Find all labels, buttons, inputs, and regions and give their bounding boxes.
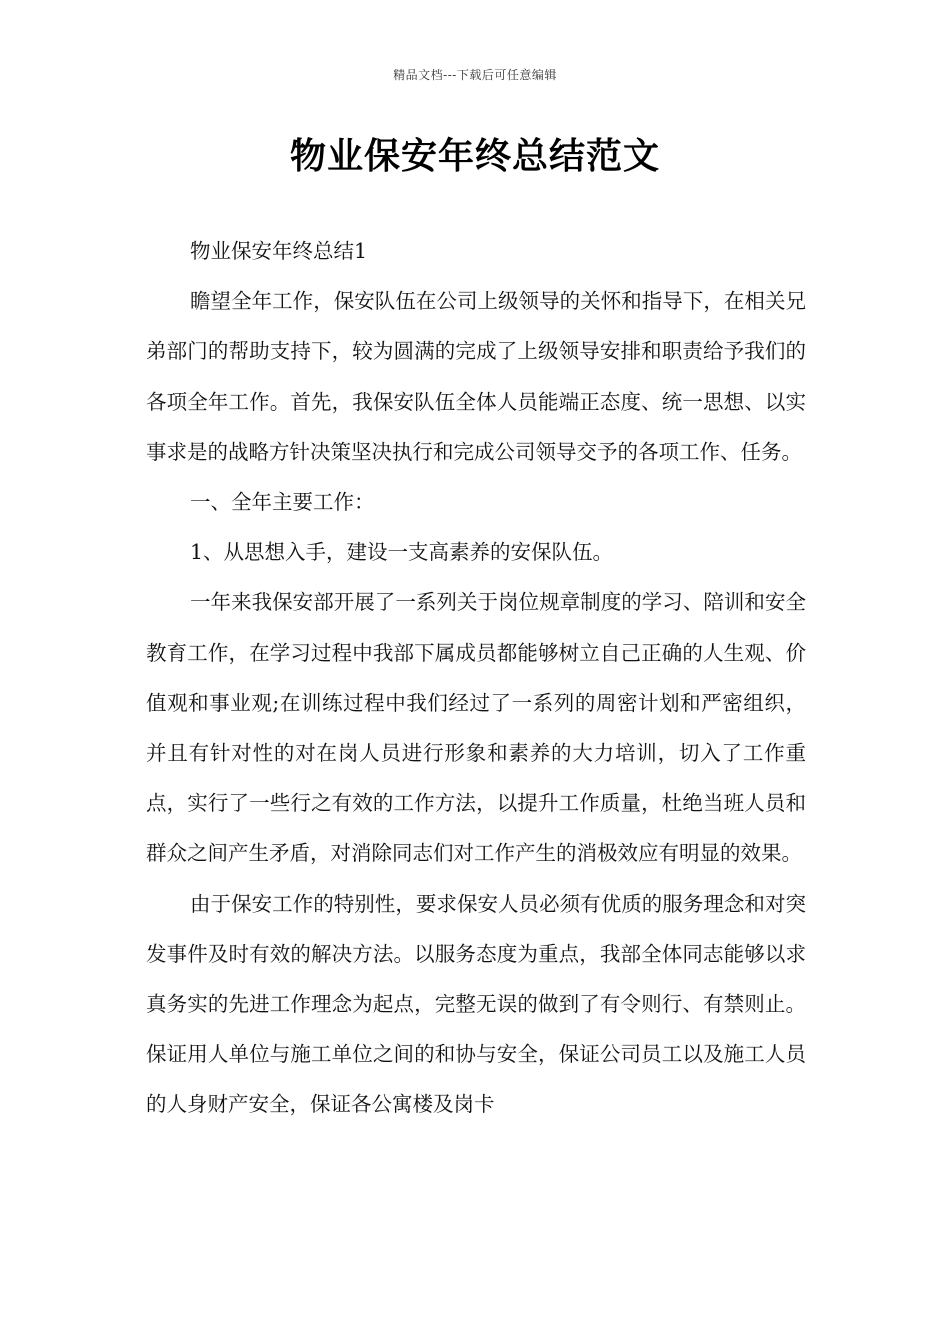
paragraph-service: 由于保安工作的特别性，要求保安人员必须有优质的服务理念和对突发事件及时有效的解决方法。以服务态度为重点，我部全体同志能够以求真务实的先进工作理念为起点，完整无误的做到了有令则行、有禁则止。保证用人单位与施工单位之间的和协与安全，保证公司员工以及施工人员的人身财产安全，保证各公寓楼及岗卡 xyxy=(146,891,806,1117)
paragraph-training: 一年来我保安部开展了一系列关于岗位规章制度的学习、陪训和安全教育工作，在学习过程中我部下属成员都能够树立自己正确的人生观、价值观和事业观;在训练过程中我们经过了一系列的周密计划和严密组织，并且有针对性的对在岗人员进行形象和素养的大力培训，切入了工作重点，实行了一些行之有效的工作方法，以提升工作质量，杜绝当班人员和群众之间产生矛盾，对消除同志们对工作产生的消极效应有明显的效果。 xyxy=(146,590,806,866)
document-body xyxy=(146,226,806,1130)
document-title: 物业保安年终总结范文 xyxy=(289,136,660,177)
section-heading: 一、全年主要工作： xyxy=(190,490,375,515)
paragraph-intro: 瞻望全年工作，保安队伍在公司上级领导的关怀和指导下，在相关兄弟部门的帮助支持下，较为圆满的完成了上级领导安排和职责给予我们的各项全年工作。首先，我保安队伍全体人员能端正态度、统一思想、以实事求是的战略方针决策坚决执行和完成公司领导交予的各项工作、任务。 xyxy=(146,289,806,464)
subsection-heading: 1、从思想入手，建设一支高素养的安保队伍。 xyxy=(190,540,614,565)
section-subtitle: 物业保安年终总结1 xyxy=(190,239,368,263)
header-note: 精品文档---下载后可任意编辑 xyxy=(393,68,557,82)
